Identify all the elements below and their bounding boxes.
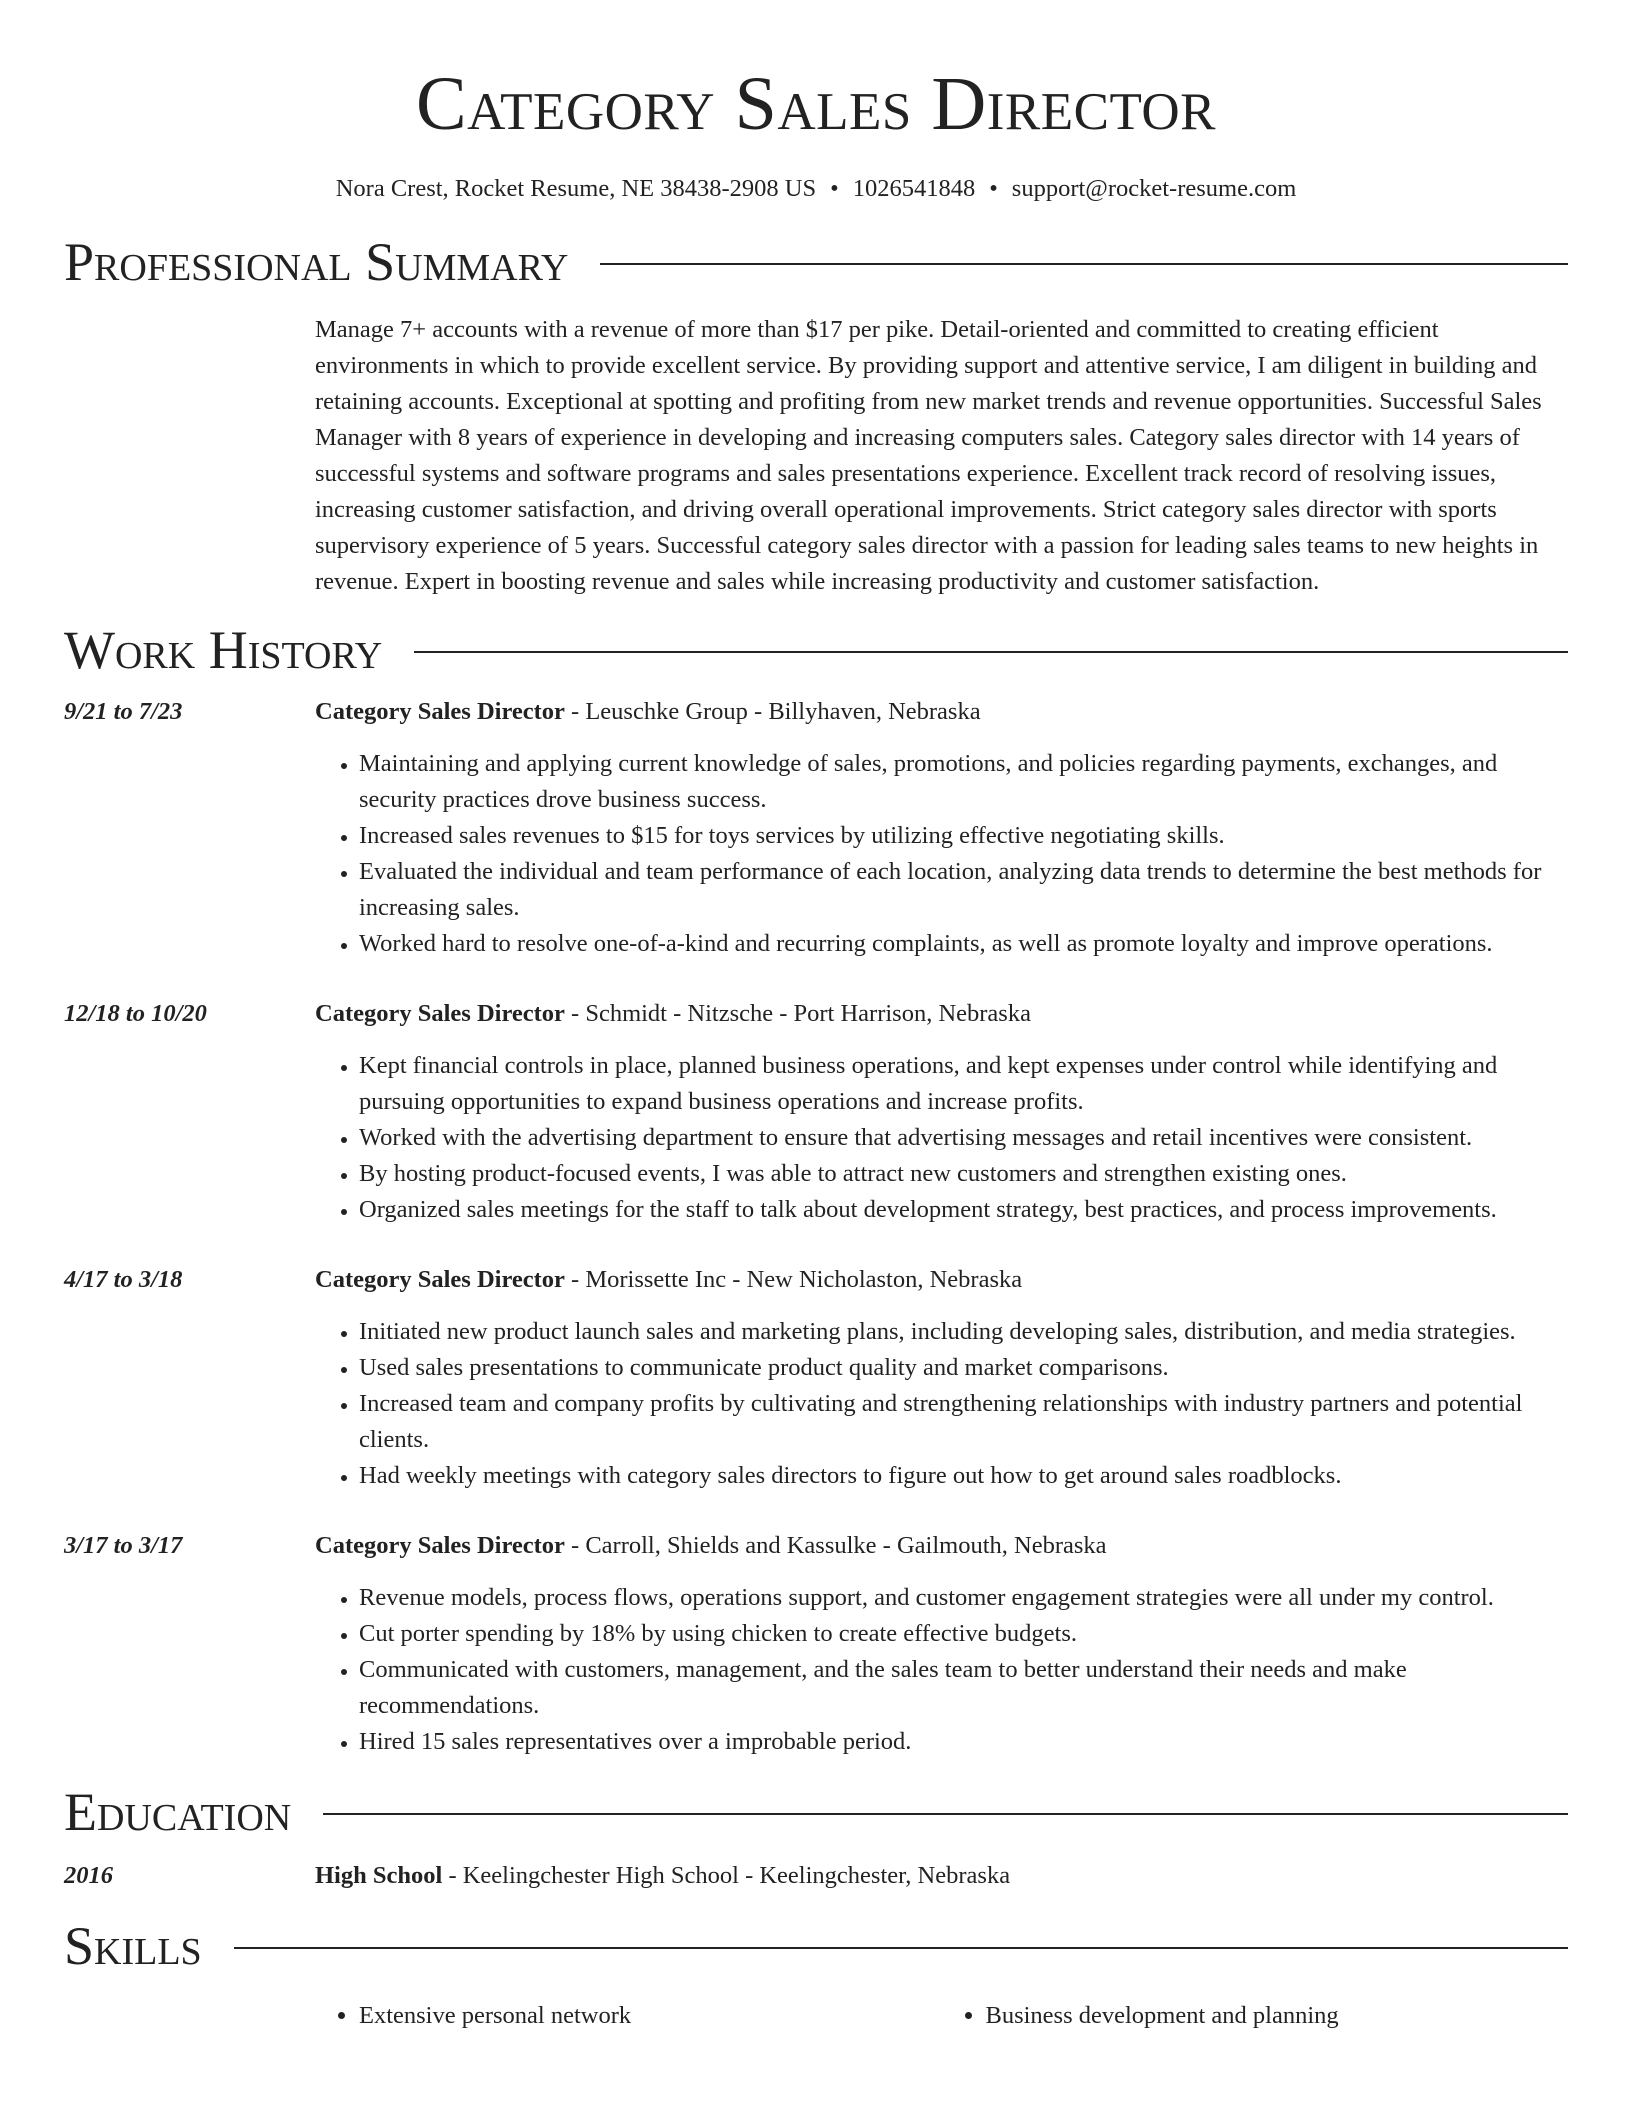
job-bullet: • Worked hard to resolve one-of-a-kind and recurring complaints, as well as promote loyalty and improve operations. <box>359 926 1568 962</box>
education-details: - Keelingchester High School - Keelingchester, Nebraska <box>442 1862 1011 1889</box>
job-details: - Schmidt - Nitzsche - Port Harrison, Nebraska <box>564 1000 1031 1027</box>
job-bullet: • Communicated with customers, management, and the sales team to better understand their needs and make recommendations. <box>359 1652 1568 1724</box>
job-bullet: • Used sales presentations to communicate product quality and market comparisons. <box>359 1350 1568 1386</box>
job-entry <box>64 694 1568 962</box>
job-bullets <box>315 1048 1568 1228</box>
job-bullet: • Kept financial controls in place, planned business operations, and kept expenses under control while identifying and pursuing opportunities to expand business operations and increase profits. <box>359 1048 1568 1120</box>
section-title-education: Education <box>64 1782 292 1842</box>
job-dates: 3/17 to 3/17 <box>64 1532 183 1559</box>
job-bullet: • Increased team and company profits by cultivating and strengthening relationships with industry partners and potential clients. <box>359 1386 1568 1458</box>
education-entry <box>64 1858 1568 1894</box>
skill-item: • Extensive personal network <box>359 1998 942 2034</box>
job-bullet: • Maintaining and applying current knowledge of sales, promotions, and policies regarding payments, exchanges, and security practices drove business success. <box>359 746 1568 818</box>
job-content <box>315 1528 1568 1760</box>
section-divider <box>323 1813 1568 1815</box>
section-divider <box>414 651 1568 653</box>
section-divider <box>234 1947 1568 1949</box>
summary-text: Manage 7+ accounts with a revenue of more than $17 per pike. Detail-oriented and committed to creating efficient environments in which to provide excellent service. By providing support and attentive service, I am diligent in building and retaining accounts. Exceptional at spotting and profiting from new market trends and revenue opportunities. Successful Sales Manager with 8 years of experience in developing and increasing computers sales. Category sales director with 14 years of successful systems and software programs and sales presentations experience. Excellent track record of resolving issues, increasing customer satisfaction, and driving overall operational improvements. Strict category sales director with sports supervisory experience of 5 years. Successful category sales director with a passion for leading sales teams to new heights in revenue. Expert in boosting revenue and sales while increasing productivity and customer satisfaction. <box>315 316 1542 595</box>
job-heading <box>315 694 1568 730</box>
contact-line <box>64 174 1568 204</box>
job-role: Category Sales Director <box>315 1532 565 1559</box>
section-title-work-history: Work History <box>64 620 383 680</box>
section-header-summary <box>64 232 1568 292</box>
job-bullet: • Revenue models, process flows, operations support, and customer engagement strategies were all under my control. <box>359 1580 1568 1616</box>
section-title-skills: Skills <box>64 1916 202 1976</box>
job-heading <box>315 1528 1568 1564</box>
job-content <box>315 1262 1568 1494</box>
job-heading <box>315 1262 1568 1298</box>
section-header-skills <box>64 1916 1568 1976</box>
skills-grid <box>315 1998 1568 2034</box>
job-content <box>315 996 1568 1228</box>
job-bullet: • Initiated new product launch sales and marketing plans, including developing sales, distribution, and media strategies. <box>359 1314 1568 1350</box>
job-bullet: • Had weekly meetings with category sales directors to figure out how to get around sales roadblocks. <box>359 1458 1568 1494</box>
work-history-list <box>64 694 1568 1760</box>
job-entry <box>64 1528 1568 1760</box>
contact-address: Nora Crest, Rocket Resume, NE 38438-2908 US <box>335 175 817 202</box>
job-role: Category Sales Director <box>315 698 565 725</box>
job-bullets <box>315 746 1568 962</box>
section-header-work-history <box>64 620 1568 680</box>
contact-separator: • <box>989 175 998 202</box>
job-heading <box>315 996 1568 1032</box>
job-bullet: • By hosting product-focused events, I was able to attract new customers and strengthen existing ones. <box>359 1156 1568 1192</box>
skills-column-left <box>315 1998 942 2034</box>
job-details: - Carroll, Shields and Kassulke - Gailmouth, Nebraska <box>564 1532 1107 1559</box>
job-details: - Leuschke Group - Billyhaven, Nebraska <box>564 698 981 725</box>
section-divider <box>600 263 1568 265</box>
contact-separator: • <box>830 175 839 202</box>
job-dates: 9/21 to 7/23 <box>64 698 183 725</box>
job-content <box>315 694 1568 962</box>
skills-column-right <box>942 1998 1569 2034</box>
job-dates: 4/17 to 3/18 <box>64 1266 183 1293</box>
job-bullet: • Hired 15 sales representatives over a improbable period. <box>359 1724 1568 1760</box>
job-entry <box>64 996 1568 1228</box>
job-bullet: • Evaluated the individual and team performance of each location, analyzing data trends to determine the best methods for increasing sales. <box>359 854 1568 926</box>
job-bullets <box>315 1314 1568 1494</box>
job-bullet: • Increased sales revenues to $15 for toys services by utilizing effective negotiating skills. <box>359 818 1568 854</box>
education-year: 2016 <box>64 1862 113 1889</box>
section-title-summary: Professional Summary <box>64 232 569 292</box>
job-entry <box>64 1262 1568 1494</box>
education-content <box>315 1858 1568 1894</box>
job-bullet: • Organized sales meetings for the staff to talk about development strategy, best practices, and process improvements. <box>359 1192 1568 1228</box>
skill-item: • Business development and planning <box>986 1998 1569 2034</box>
job-role: Category Sales Director <box>315 1266 565 1293</box>
section-header-education <box>64 1782 1568 1842</box>
contact-phone: 1026541848 <box>852 175 976 202</box>
contact-email: support@rocket-resume.com <box>1011 175 1297 202</box>
job-details: - Morissette Inc - New Nicholaston, Nebraska <box>564 1266 1023 1293</box>
job-bullet: • Cut porter spending by 18% by using chicken to create effective budgets. <box>359 1616 1568 1652</box>
job-dates: 12/18 to 10/20 <box>64 1000 207 1027</box>
page-title: Category Sales Director <box>415 62 1216 146</box>
education-degree: High School <box>315 1862 443 1889</box>
job-bullet: • Worked with the advertising department to ensure that advertising messages and retail incentives were consistent. <box>359 1120 1568 1156</box>
job-bullets <box>315 1580 1568 1760</box>
job-role: Category Sales Director <box>315 1000 565 1027</box>
